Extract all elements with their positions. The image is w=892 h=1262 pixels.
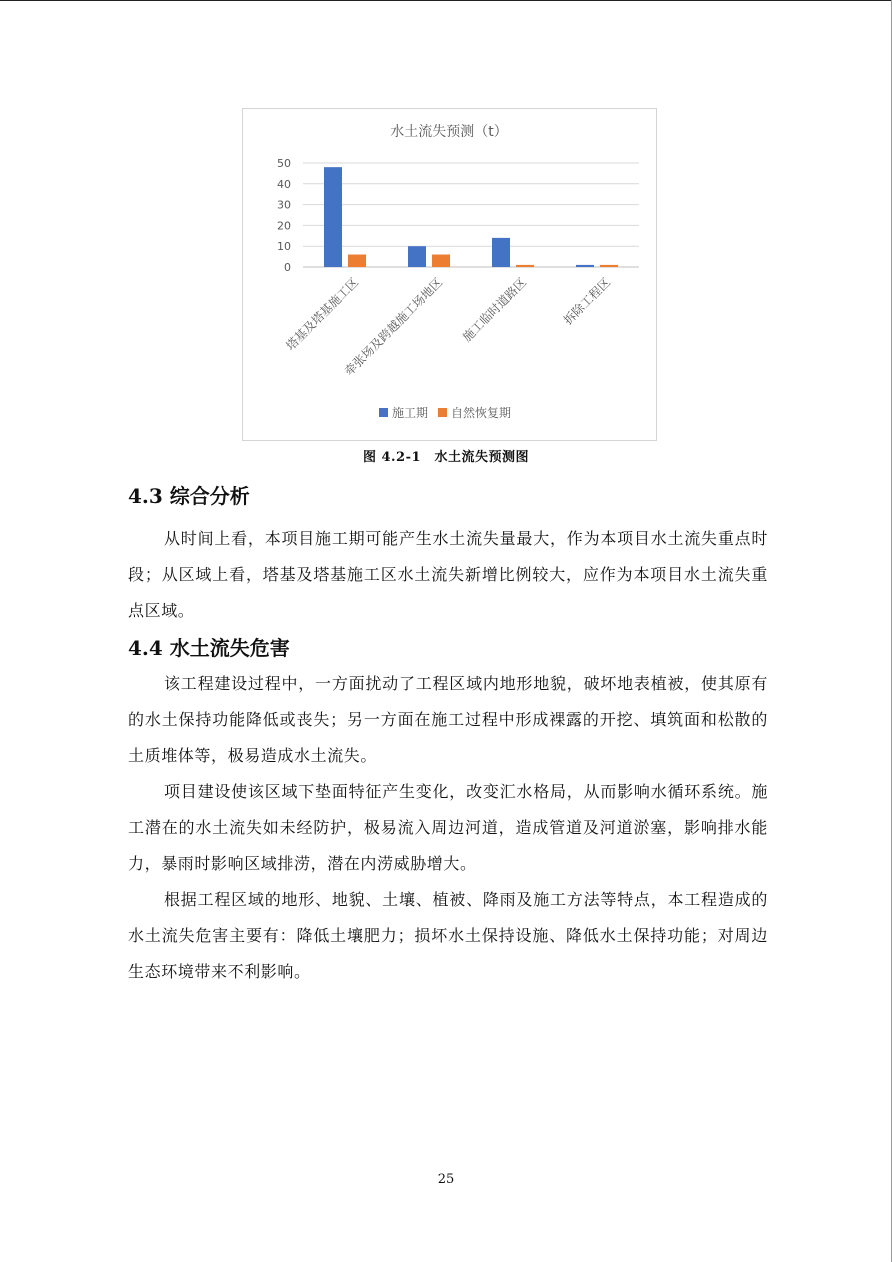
page-number: 25 bbox=[437, 1172, 455, 1187]
paragraph-4-3-1: 从时间上看，本项目施工期可能产生水土流失量最大，作为本项目水土流失重点时段；从区域上看，塔基及塔基施工区水土流失新增比例较大，应作为本项目水土流失重点区域。 bbox=[128, 529, 768, 620]
bar-construction bbox=[576, 265, 594, 267]
x-category-label: 牵张场及跨越施工场地区 bbox=[341, 275, 446, 379]
chart-container bbox=[242, 108, 657, 441]
bar-recovery bbox=[348, 255, 366, 267]
legend-label: 自然恢复期 bbox=[451, 406, 512, 420]
y-tick-label: 0 bbox=[284, 261, 291, 274]
y-tick-label: 10 bbox=[277, 240, 291, 254]
paragraph-4-4-3: 根据工程区域的地形、地貌、土壤、植被、降雨及施工方法等特点，本工程造成的水土流失危害主要有：降低土壤肥力；损坏水土保持设施、降低水土保持功能；对周边生态环境带来不利影响。 bbox=[128, 890, 768, 981]
y-tick-label: 30 bbox=[277, 198, 291, 212]
bar-construction bbox=[408, 246, 426, 267]
bar-recovery bbox=[516, 265, 534, 267]
y-tick-label: 40 bbox=[277, 177, 291, 191]
y-tick-label: 50 bbox=[277, 157, 291, 170]
paragraph-4-4-1: 该工程建设过程中，一方面扰动了工程区域内地形地貌，破坏地表植被，使其原有的水土保持功能降低或丧失；另一方面在施工过程中形成裸露的开挖、填筑面和松散的土质堆体等，极易造成水土流失。 bbox=[128, 674, 768, 765]
bar-recovery bbox=[600, 265, 618, 267]
figure-caption: 图 4.2-1 水土流失预测图 bbox=[362, 450, 530, 465]
bar-recovery bbox=[432, 255, 450, 267]
y-tick-label: 20 bbox=[277, 219, 291, 233]
x-category-label: 拆除工程区 bbox=[560, 275, 614, 328]
legend-swatch bbox=[438, 408, 447, 417]
bar-construction bbox=[324, 167, 342, 267]
bar-chart bbox=[243, 109, 656, 440]
legend-label: 施工期 bbox=[392, 406, 429, 420]
chart-title: 水土流失预测（t） bbox=[390, 124, 508, 140]
legend-swatch bbox=[379, 408, 388, 417]
section-heading-4-3: 4.3 综合分析 bbox=[128, 484, 250, 508]
page-top-border bbox=[0, 0, 892, 1]
bar-construction bbox=[492, 238, 510, 267]
x-category-label: 塔基及塔基施工区 bbox=[283, 275, 362, 354]
paragraph-4-4-2: 项目建设使该区域下垫面特征产生变化，改变汇水格局，从而影响水循环系统。施工潜在的水土流失如未经防护，极易流入周边河道，造成管道及河道淤塞，影响排水能力，暴雨时影响区域排涝，潜在内涝威胁增大。 bbox=[128, 782, 768, 873]
section-heading-4-4: 4.4 水土流失危害 bbox=[128, 636, 290, 660]
x-category-label: 施工临时道路区 bbox=[459, 275, 530, 345]
